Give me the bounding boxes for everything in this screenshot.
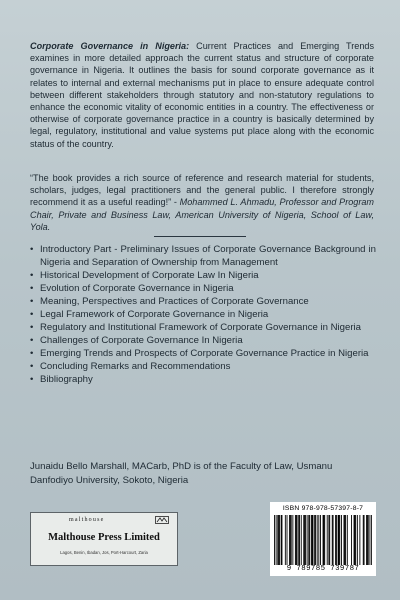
- blurb-text: Current Practices and Emerging Trends examines in more detailed approach the current status and structure of corporate governance in Nigeria. It outlines the basis for sound corporate governance as it relates to internal and external mechanisms put in place to ensure adequate control between different stakeholders through statutory and non-statutory regulations to enhance the economic vitality of economic entities in a country. The effectiveness or otherwise of corporate governance practice in a country is basically determined by legal, regulatory, institutional and value systems put place along with the economic status of the country.: [30, 41, 374, 149]
- contents-item: [30, 373, 376, 386]
- bullet-icon: •: [30, 322, 34, 333]
- barcode-icon: [274, 515, 372, 565]
- contents-item: [30, 347, 376, 360]
- bullet-icon: •: [30, 244, 34, 255]
- bullet-icon: •: [30, 348, 34, 359]
- bullet-icon: •: [30, 335, 34, 346]
- contents-item-text: Evolution of Corporate Governance in Nigeria: [40, 283, 234, 294]
- contents-item: [30, 321, 376, 334]
- blurb-title: Corporate Governance in Nigeria:: [30, 41, 190, 51]
- bullet-icon: •: [30, 270, 34, 281]
- contents-list: [30, 243, 376, 386]
- publisher-logo-word: malthouse: [69, 517, 105, 523]
- bullet-icon: •: [30, 374, 34, 385]
- publisher-name: Malthouse Press Limited: [48, 532, 160, 543]
- review-quote-text: “The book provides a rich source of reference and research material for students, scholars, judges, legal practitioners and the general public. I therefore strongly recommend it as a useful reading!” -: [30, 173, 374, 208]
- contents-item-text: Regulatory and Institutional Framework of Corporate Governance in Nigeria: [40, 322, 362, 333]
- publisher-logo: [30, 512, 178, 566]
- author-bio: Junaidu Bello Marshall, MACarb, PhD is of the Faculty of Law, Usmanu Danfodiyo University, Sokoto, Nigeria: [30, 461, 333, 486]
- review-attribution: Mohammed L. Ahmadu, Professor and Program Chair, Private and Business Law, American University of Nigeria, School of Law, Yola.: [30, 197, 375, 232]
- bullet-icon: •: [30, 361, 34, 372]
- section-divider: [154, 236, 246, 237]
- blurb-paragraph: [30, 40, 374, 150]
- contents-item-text: Legal Framework of Corporate Governance in Nigeria: [40, 309, 269, 320]
- publisher-cities: Lagos, Benin, Ibadan, Jos, Port-Harcourt, Zaria: [60, 550, 148, 555]
- contents-item: [30, 269, 376, 282]
- barcode-digits: 9 789785 739787: [286, 565, 360, 573]
- contents-item: [30, 282, 376, 295]
- review-quote: [30, 172, 374, 233]
- contents-item: [30, 243, 376, 269]
- bullet-icon: •: [30, 283, 34, 294]
- bullet-icon: •: [30, 309, 34, 320]
- contents-item-text: Historical Development of Corporate Law In Nigeria: [40, 270, 259, 281]
- contents-item: [30, 360, 376, 373]
- contents-item-text: Concluding Remarks and Recommendations: [40, 361, 231, 372]
- contents-item-text: Bibliography: [40, 374, 93, 385]
- isbn-barcode-box: [270, 502, 376, 576]
- malthouse-mark-icon: [155, 516, 169, 524]
- contents-item: [30, 295, 376, 308]
- contents-item: [30, 308, 376, 321]
- contents-item-text: Meaning, Perspectives and Practices of Corporate Governance: [40, 296, 309, 307]
- contents-item: [30, 334, 376, 347]
- contents-item-text: Introductory Part - Preliminary Issues of Corporate Governance Background in Nigeria and Separation of Ownership from Management: [40, 244, 376, 268]
- bullet-icon: •: [30, 296, 34, 307]
- contents-item-text: Emerging Trends and Prospects of Corporate Governance Practice in Nigeria: [40, 348, 369, 359]
- contents-item-text: Challenges of Corporate Governance In Nigeria: [40, 335, 243, 346]
- isbn-label: ISBN 978-978-57397-8-7: [282, 505, 364, 512]
